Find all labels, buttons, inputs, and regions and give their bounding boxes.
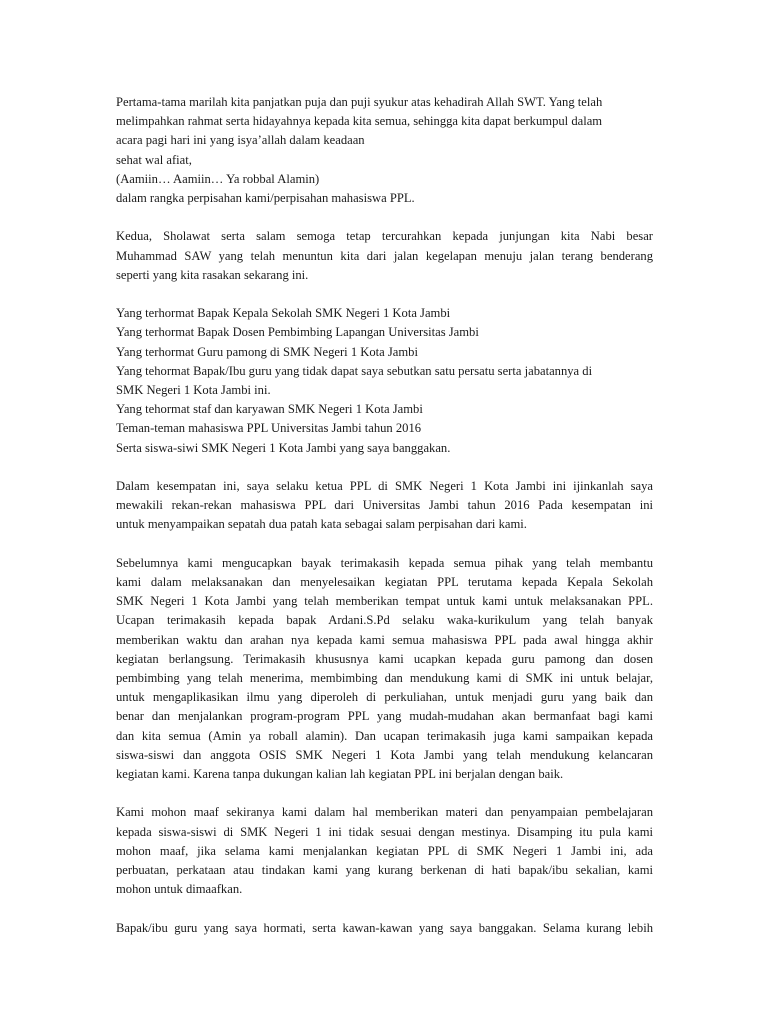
text-line: mohon maaf, jika selama kami menjalankan kegiatan PPL di SMK Negeri 1 Jambi ini, ada: [116, 843, 653, 858]
text-line: Yang tehormat staf dan karyawan SMK Negeri 1 Kota Jambi: [116, 402, 423, 417]
text-line: Yang terhormat Bapak Dosen Pembimbing Lapangan Universitas Jambi: [116, 325, 479, 340]
text-line: Teman-teman mahasiswa PPL Universitas Jambi tahun 2016: [116, 421, 422, 436]
text-line: Yang tehormat Bapak/Ibu guru yang tidak dapat saya sebutkan satu persatu serta jabatannya di: [116, 363, 593, 378]
text-line: untuk menyampaikan sepatah dua patah kata sebagai salam perpisahan dari kami.: [116, 517, 527, 532]
text-line: SMK Negeri 1 Kota Jambi yang telah memberikan tempat untuk kami untuk melaksanakan PPL.: [116, 594, 653, 609]
text-line: seperti yang kita rasakan sekarang ini.: [116, 267, 309, 282]
text-line: SMK Negeri 1 Kota Jambi ini.: [116, 383, 271, 398]
text-line: sehat wal afiat,: [116, 152, 192, 167]
text-line: kegiatan berlangsung. Terimakasih khususnya kami ucapkan kepada guru pamong dan dosen: [116, 651, 653, 666]
text-line: kepada siswa-siswi di SMK Negeri 1 ini tidak sesuai dengan mestinya. Disamping itu pula kami: [116, 824, 653, 839]
text-line: untuk mengaplikasikan ilmu yang diperoleh di perkuliahan, untuk menjadi guru yang baik dan: [116, 690, 653, 705]
text-line: kegiatan kami. Karena tanpa dukungan kalian lah kegiatan PPL ini berjalan dengan baik.: [116, 767, 564, 782]
text-line: Bapak/ibu guru yang saya hormati, serta kawan-kawan yang saya banggakan. Selama kurang lebih: [116, 920, 653, 935]
text-line: Pertama-tama marilah kita panjatkan puja dan puji syukur atas kehadirah Allah SWT. Yang telah: [116, 95, 603, 109]
text-line: Yang terhormat Guru pamong di SMK Negeri 1 Kota Jambi: [116, 344, 418, 359]
text-line: perbuatan, perkataan atau tindakan kami yang kurang berkenan di hati bapak/ibu sekalian, kami: [116, 863, 653, 878]
text-line: Kedua, Sholawat serta salam semoga tetap tercurahkan kepada junjungan kita Nabi besar: [116, 229, 653, 244]
document-body: [116, 93, 653, 957]
paragraph: [116, 304, 653, 458]
paragraph: [116, 93, 653, 208]
text-line: siswa-siswi dan anggota OSIS SMK Negeri 1 Kota Jambi yang telah mendukung kelancaran: [116, 747, 653, 762]
text-line: mohon untuk dimaafkan.: [116, 882, 243, 897]
paragraph: [116, 803, 653, 899]
paragraph: [116, 554, 653, 784]
text-line: Dalam kesempatan ini, saya selaku ketua PPL di SMK Negeri 1 Kota Jambi ini ijinkanlah saya: [116, 479, 653, 494]
text-line: Muhammad SAW yang telah menuntun kita dari jalan kegelapan menuju jalan terang benderang: [116, 248, 653, 263]
paragraph: [116, 227, 653, 285]
text-line: Kami mohon maaf sekiranya kami dalam hal memberikan materi dan penyampaian pembelajaran: [116, 805, 653, 820]
text-line: Sebelumnya kami mengucapkan bayak terimakasih kepada semua pihak yang telah membantu: [116, 555, 653, 570]
text-line: Yang terhormat Bapak Kepala Sekolah SMK Negeri 1 Kota Jambi: [116, 306, 451, 321]
text-line: mewakili rekan-rekan mahasiswa PPL dari Universitas Jambi tahun 2016 Pada kesempatan ini: [116, 498, 653, 513]
text-line: kami dalam melaksanakan dan menyelesaikan kegiatan PPL terutama kepada Kepala Sekolah: [116, 575, 653, 590]
text-line: (Aamiin… Aamiin… Ya robbal Alamin): [116, 171, 320, 186]
text-line: dan kita semua (Amin ya roball alamin). Dan ucapan terimakasih juga kami sampaikan kepada: [116, 728, 653, 743]
paragraph: [116, 477, 653, 535]
text-line: Ucapan terimakasih kepada bapak Ardani.S.Pd selaku waka-kurikulum yang telah banyak: [116, 613, 653, 628]
text-line: Serta siswa-siwi SMK Negeri 1 Kota Jambi yang saya banggakan.: [116, 440, 451, 455]
text-line: pembimbing yang telah menerima, membimbing dan mendukung kami di SMK ini untuk belajar,: [116, 671, 653, 686]
text-line: benar dan menjalankan program-program PPL yang mudah-mudahan akan bermanfaat bagi kami: [116, 709, 653, 724]
text-line: acara pagi hari ini yang isya’allah dalam keadaan: [116, 133, 365, 148]
text-line: memberikan waktu dan arahan nya kepada kami semua mahasiswa PPL pada awal hingga akhir: [116, 632, 653, 647]
text-line: dalam rangka perpisahan kami/perpisahan mahasiswa PPL.: [116, 191, 415, 206]
text-line: melimpahkan rahmat serta hidayahnya kepada kita semua, sehingga kita dapat berkumpul dalam: [116, 114, 603, 129]
paragraph: [116, 919, 653, 938]
